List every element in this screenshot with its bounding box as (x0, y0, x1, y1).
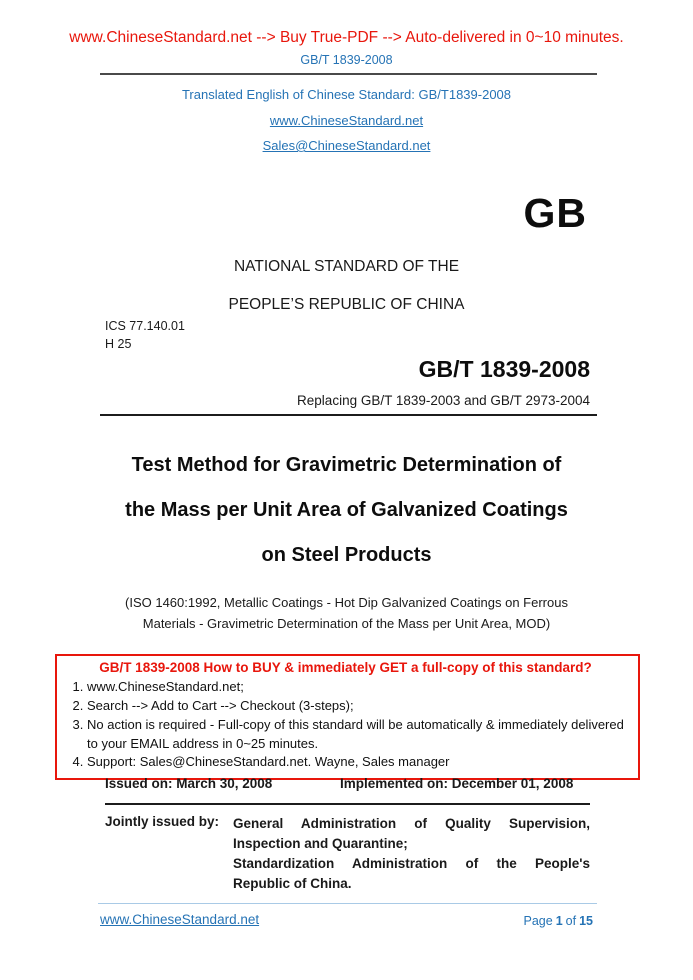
footer-site-link[interactable]: www.ChineseStandard.net (100, 912, 260, 927)
page-title (0, 443, 693, 578)
page-of-label: of (565, 914, 577, 928)
promo-banner: www.ChineseStandard.net --> Buy True-PDF --> Auto-delivered in 0~10 minutes. (69, 29, 624, 46)
header-site-link-row (0, 113, 693, 128)
footer-site-link-row (100, 912, 259, 927)
ics-code: ICS 77.140.01 (105, 319, 185, 333)
buy-steps-list (63, 678, 628, 772)
footer-divider (98, 903, 597, 904)
sales-link[interactable]: Sales@ChineseStandard.net (262, 138, 431, 153)
mid-divider (100, 414, 597, 416)
site-link[interactable]: www.ChineseStandard.net (269, 113, 424, 128)
buy-box-heading: GB/T 1839-2008 How to BUY & immediately GET a full-copy of this standard? (99, 660, 592, 675)
page-label: Page (523, 914, 553, 928)
issuing-organizations (233, 814, 590, 894)
national-standard-line1: NATIONAL STANDARD OF THE (233, 258, 460, 275)
buy-instructions-box (55, 654, 640, 780)
standard-code: GB/T 1839-2008 (418, 356, 590, 382)
class-code: H 25 (105, 337, 132, 351)
gb-logo: GB (523, 190, 587, 236)
issuer-org-1: General Administration of Quality Supervision, Inspection and Quarantine; (233, 816, 590, 851)
header-sales-link-row (0, 138, 693, 153)
issuer-org-2: Standardization Administration of the People's Republic of China. (233, 856, 590, 891)
dates-divider (105, 803, 590, 805)
buy-step-3: 3. No action is required - Full-copy of this standard will be automatically & immediately delivered to your EMAIL address in 0~25 minutes. (87, 716, 628, 754)
page-total: 15 (579, 914, 593, 928)
page-title-line1: Test Method for Gravimetric Determination of (131, 454, 562, 476)
implemented-date: Implemented on: December 01, 2008 (340, 776, 574, 791)
issued-date: Issued on: March 30, 2008 (105, 776, 273, 791)
page-title-line3: on Steel Products (261, 544, 432, 566)
translated-line: Translated English of Chinese Standard: GB/T1839-2008 (181, 87, 512, 102)
header-divider (100, 73, 597, 75)
jointly-issued-label: Jointly issued by: (105, 814, 220, 829)
page-current: 1 (555, 914, 563, 928)
buy-step-2: 2. Search --> Add to Cart --> Checkout (3-steps); (87, 697, 628, 716)
buy-step-4: 4. Support: Sales@ChineseStandard.net. Wayne, Sales manager (87, 753, 628, 772)
header-doc-code: GB/T 1839-2008 (300, 53, 393, 67)
replacing-note: Replacing GB/T 1839-2003 and GB/T 2973-2004 (297, 393, 590, 408)
iso-reference-note: (ISO 1460:1992, Metallic Coatings - Hot Dip Galvanized Coatings on Ferrous Materials - Gravimetric Determination of the Mass per Unit Area, MOD) (125, 595, 568, 631)
page-number-indicator (524, 914, 594, 928)
page-title-line2: the Mass per Unit Area of Galvanized Coatings (125, 499, 568, 521)
national-standard-line2: PEOPLE’S REPUBLIC OF CHINA (228, 296, 465, 313)
buy-step-1: 1. www.ChineseStandard.net; (87, 678, 628, 697)
